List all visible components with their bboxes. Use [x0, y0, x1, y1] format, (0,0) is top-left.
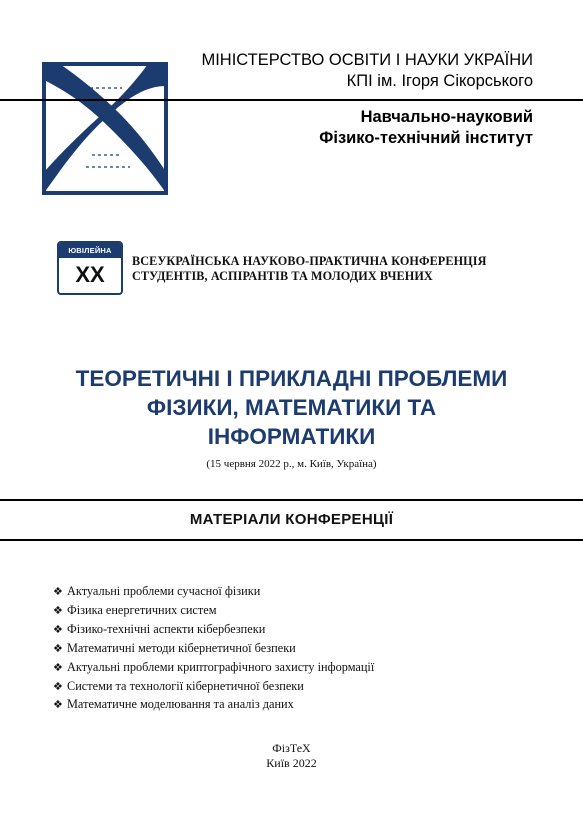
- city-year: Київ 2022: [266, 756, 317, 770]
- ministry-name: МІНІСТЕРСТВО ОСВІТИ І НАУКИ УКРАЇНИ: [201, 51, 533, 69]
- university-name: КПІ ім. Ігоря Сікорського: [346, 72, 533, 90]
- topic-label: Фізика енергетичних систем: [67, 602, 217, 617]
- topic-label: Фізико-технічні аспекти кібербезпеки: [67, 621, 266, 636]
- main-title: [20, 364, 563, 451]
- diamond-bullet-icon: ❖: [53, 623, 63, 636]
- list-item: [53, 621, 374, 640]
- institute-line-2: Фізико-технічний інститут: [319, 129, 533, 147]
- conference-name: [132, 254, 486, 284]
- header-divider: [0, 99, 583, 101]
- topic-label: Системи та технології кібернетичної безпеки: [67, 678, 304, 693]
- jubilee-badge: [57, 241, 123, 295]
- header-ministry: [201, 50, 533, 92]
- conference-date: (15 червня 2022 р., м. Київ, Україна): [206, 458, 377, 470]
- badge-label: ЮВІЛЕЙНА: [59, 243, 121, 258]
- badge-number: XX: [75, 262, 105, 287]
- list-item: [53, 659, 374, 678]
- institute-logo: [40, 60, 170, 197]
- conference-line-1: ВСЕУКРАЇНСЬКА НАУКОВО-ПРАКТИЧНА КОНФЕРЕНЦІЯ: [132, 254, 487, 268]
- title-line-3: ІНФОРМАТИКИ: [207, 424, 376, 449]
- conference-line-2: СТУДЕНТІВ, АСПІРАНТІВ ТА МОЛОДИХ ВЧЕНИХ: [132, 269, 433, 283]
- diamond-bullet-icon: ❖: [53, 699, 63, 712]
- topic-label: Актуальні проблеми сучасної фізики: [67, 584, 261, 598]
- list-item: [53, 602, 374, 621]
- diamond-bullet-icon: ❖: [53, 680, 63, 693]
- title-line-2: ФІЗИКИ, МАТЕМАТИКИ ТА: [146, 395, 437, 420]
- topic-label: Актуальні проблеми криптографічного захисту інформації: [67, 659, 375, 674]
- list-item: [53, 696, 374, 715]
- diamond-bullet-icon: ❖: [53, 604, 63, 617]
- diamond-bullet-icon: ❖: [53, 586, 63, 598]
- list-item: [53, 640, 374, 659]
- topic-label: Математичне моделювання та аналіз даних: [67, 697, 294, 712]
- diamond-bullet-icon: ❖: [53, 661, 63, 674]
- list-item: [53, 678, 374, 697]
- publisher-name: ФізТеХ: [272, 741, 311, 755]
- title-line-1: ТЕОРЕТИЧНІ І ПРИКЛАДНІ ПРОБЛЕМИ: [75, 366, 508, 391]
- materials-divider-bottom: [0, 539, 583, 541]
- diamond-bullet-icon: ❖: [53, 642, 63, 655]
- header-institute: [319, 107, 533, 149]
- list-item: [53, 583, 374, 602]
- materials-divider-top: [0, 499, 583, 501]
- topics-list: [53, 583, 374, 715]
- materials-heading: МАТЕРІАЛИ КОНФЕРЕНЦІЇ: [189, 511, 394, 528]
- institute-line-1: Навчально-науковий: [360, 108, 533, 126]
- topic-label: Математичні методи кібернетичної безпеки: [67, 640, 296, 655]
